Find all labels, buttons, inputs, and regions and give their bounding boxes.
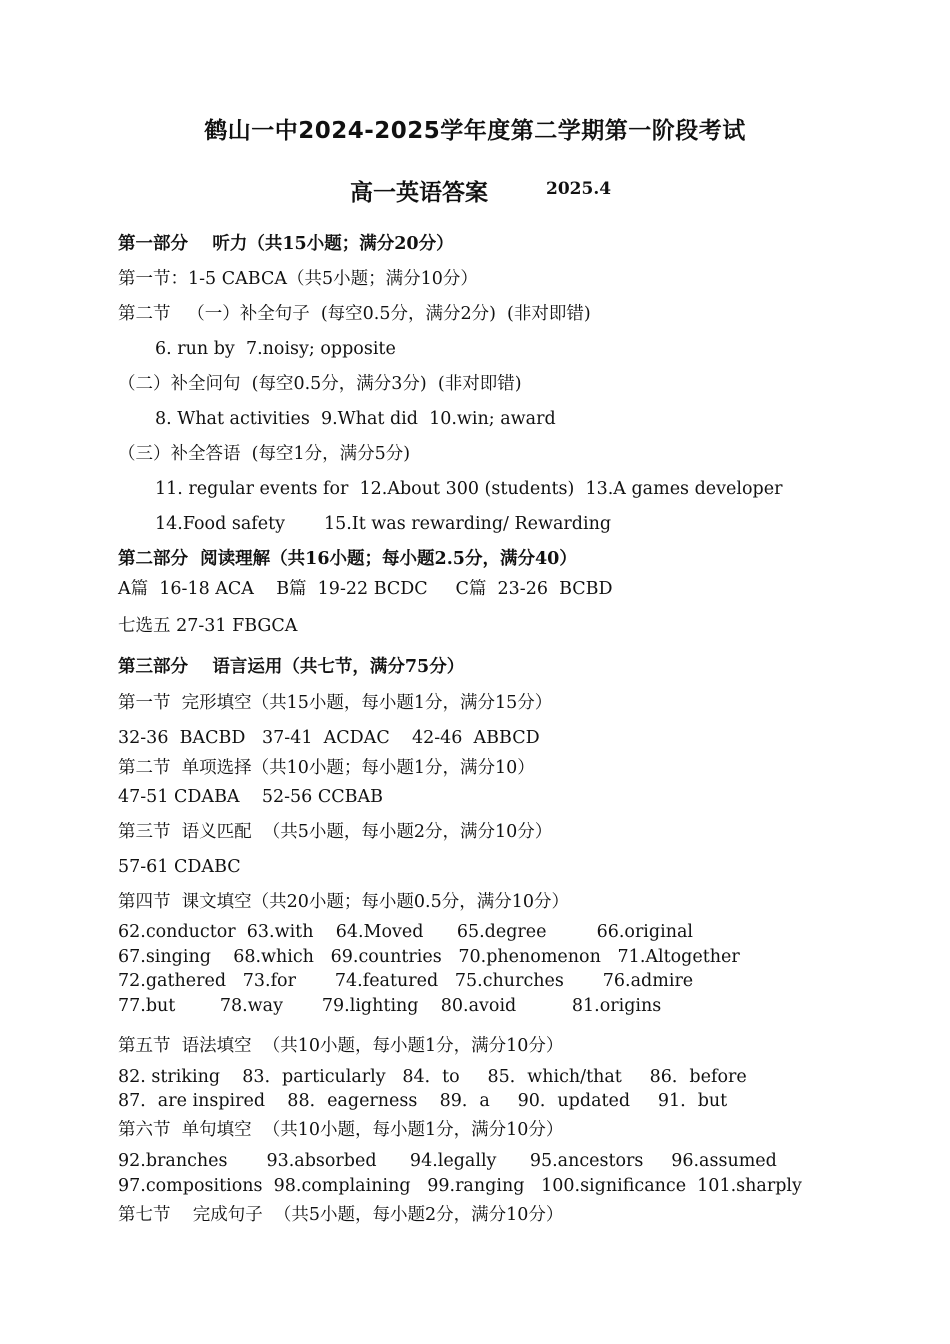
exam-title: 鹤山一中2024-2025学年度第二学期第一阶段考试	[204, 118, 746, 144]
answer-line: 七选五 27-31 FBGCA	[118, 616, 298, 636]
answer-line: 57-61 CDABC	[118, 857, 241, 877]
answer-line: 32-36 BACBD 37-41 ACDAC 42-46 ABBCD	[118, 728, 540, 748]
answer-line: A篇 16-18 ACA B篇 19-22 BCDC C篇 23-26 BCBD	[118, 579, 613, 599]
section-line: 第四节 课文填空（共20小题；每小题0.5分，满分10分）	[118, 892, 569, 912]
part3-heading: 第三部分 语言运用（共七节，满分75分）	[118, 657, 465, 677]
section-line: 第五节 语法填空 （共10小题，每小题1分，满分10分）	[118, 1036, 564, 1056]
answer-line: 62.conductor 63.with 64.Moved 65.degree 66.original	[118, 922, 694, 942]
answer-line: 92.branches 93.absorbed 94.legally 95.ancestors 96.assumed	[118, 1151, 777, 1171]
answer-line: 6. run by 7.noisy; opposite	[155, 339, 396, 359]
section-line: 第二节 单项选择（共10小题；每小题1分，满分10）	[118, 758, 535, 778]
answer-line: 97.compositions 98.complaining 99.ranging 100.significance 101.sharply	[118, 1176, 802, 1196]
answer-line: 77.but 78.way 79.lighting 80.avoid 81.origins	[118, 996, 662, 1016]
answer-line: 82. striking 83．particularly 84．to 85．which/that 86．before	[118, 1067, 747, 1087]
exam-date: 2025.4	[546, 179, 612, 199]
section-line: 第七节 完成句子 （共5小题，每小题2分，满分10分）	[118, 1205, 564, 1225]
section-line: 第一节 完形填空（共15小题，每小题1分，满分15分）	[118, 693, 553, 713]
part2-heading: 第二部分 阅读理解（共16小题；每小题2.5分，满分40）	[118, 549, 577, 569]
section-line: 第三节 语义匹配 （共5小题，每小题2分，满分10分）	[118, 822, 553, 842]
answer-line: 72.gathered 73.for 74.featured 75.churches 76.admire	[118, 971, 694, 991]
part1-heading: 第一部分 听力（共15小题；满分20分）	[118, 234, 454, 254]
answer-line: 14.Food safety 15.It was rewarding/ Rewarding	[155, 514, 612, 534]
answer-line: 87．are inspired 88．eagerness 89．a 90．updated 91．but	[118, 1091, 728, 1111]
answer-line: 47-51 CDABA 52-56 CCBAB	[118, 787, 383, 807]
section-line: 第一节：1-5 CABCA（共5小题；满分10分）	[118, 269, 478, 289]
answer-subtitle: 高一英语答案	[350, 180, 488, 206]
section-line: 第六节 单句填空 （共10小题，每小题1分，满分10分）	[118, 1120, 564, 1140]
answer-line: 8. What activities 9.What did 10.win; award	[155, 409, 556, 429]
answer-line: 11. regular events for 12.About 300 (students) 13.A games developer	[155, 479, 783, 499]
section-line: （二）补全问句 (每空0.5分，满分3分) (非对即错)	[118, 374, 522, 394]
section-line: （三）补全答语 (每空1分，满分5分)	[118, 444, 411, 464]
section-line: 第二节 （一）补全句子 (每空0.5分，满分2分) (非对即错)	[118, 304, 591, 324]
answer-line: 67.singing 68.which 69.countries 70.phenomenon 71.Altogether	[118, 947, 740, 967]
